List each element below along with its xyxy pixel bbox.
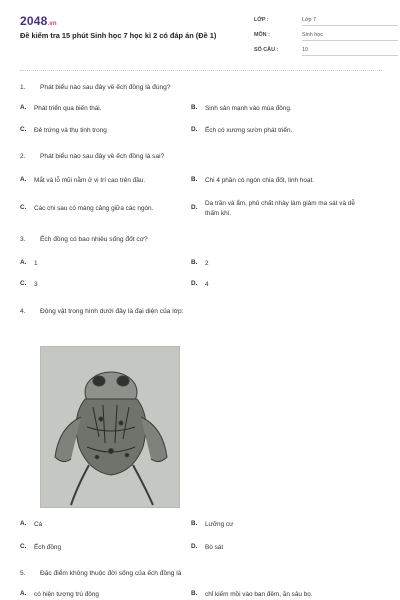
option-letter: A. bbox=[20, 520, 27, 527]
option-letter: B. bbox=[191, 520, 198, 527]
option-text: Lưỡng cư bbox=[205, 521, 234, 528]
frog-drawing bbox=[41, 347, 180, 508]
meta-label: LỚP : bbox=[254, 17, 269, 23]
question-text: Động vật trong hình dưới đây là đại diện của lớp: bbox=[40, 308, 184, 315]
option-letter: A. bbox=[20, 259, 27, 266]
page-title: Đề kiểm tra 15 phút Sinh học 7 học kì 2 có đáp án (Đề 1) bbox=[20, 31, 217, 40]
header-divider bbox=[20, 70, 382, 71]
meta-row-count bbox=[254, 44, 400, 59]
question-number: 3. bbox=[20, 236, 26, 243]
logo-main-text: 2048 bbox=[20, 14, 48, 28]
option-text: Các chi sau có màng căng giữa các ngón. bbox=[34, 205, 154, 212]
meta-row-subject bbox=[254, 29, 400, 44]
question-text: Đặc điểm không thuộc đời sống của ếch đồng là bbox=[40, 570, 182, 577]
meta-label: MÔN : bbox=[254, 32, 270, 38]
question-number: 4. bbox=[20, 308, 26, 315]
frog-illustration-icon bbox=[40, 346, 180, 508]
option-letter: C. bbox=[20, 280, 27, 287]
option-text: 4 bbox=[205, 281, 209, 288]
option-text: Ếch có xương sườn phát triển. bbox=[205, 127, 293, 134]
option-letter: B. bbox=[191, 590, 198, 597]
meta-value: Lớp 7 bbox=[302, 17, 398, 26]
option-text: 1 bbox=[34, 260, 38, 267]
option-text: Bò sát bbox=[205, 544, 224, 551]
option-text: Phát triển qua biến thái. bbox=[34, 105, 102, 112]
option-letter: B. bbox=[191, 104, 198, 111]
option-letter: C. bbox=[20, 543, 27, 550]
meta-label: SỐ CÂU : bbox=[254, 47, 279, 53]
option-letter: C. bbox=[20, 204, 27, 211]
option-text: chỉ kiếm mồi vào ban đêm, ăn sâu bọ. bbox=[205, 591, 313, 598]
meta-row-class bbox=[254, 14, 400, 29]
option-letter: B. bbox=[191, 176, 198, 183]
option-text: Chi 4 phần có ngón chia đốt, linh hoạt. bbox=[205, 177, 315, 184]
option-text: Da trần và ẩm, phủ chất nhày làm giảm ma sát và dễ thấm khí. bbox=[205, 200, 355, 217]
option-text: 3 bbox=[34, 281, 38, 288]
option-letter: C. bbox=[20, 126, 27, 133]
option-letter: D. bbox=[191, 280, 198, 287]
option-letter: D. bbox=[191, 126, 198, 133]
option-text: 2 bbox=[205, 260, 209, 267]
option-text: Ếch đồng bbox=[34, 544, 62, 551]
meta-info bbox=[254, 14, 400, 59]
site-logo[interactable] bbox=[20, 14, 57, 28]
question-number: 5. bbox=[20, 570, 26, 577]
meta-value: Sinh học bbox=[302, 32, 398, 41]
question-text: Ếch đồng có bao nhiêu sống đốt cơ? bbox=[40, 236, 148, 243]
logo-domain-text: .vn bbox=[47, 21, 57, 27]
option-text: Đẻ trứng và thụ tinh trong bbox=[34, 127, 107, 134]
option-text: có hiện tượng trú đông bbox=[34, 591, 99, 598]
option-letter: D. bbox=[191, 543, 198, 550]
option-letter: D. bbox=[191, 204, 198, 211]
option-letter: A. bbox=[20, 590, 27, 597]
option-text: Sinh sản mạnh vào mùa đông. bbox=[205, 105, 292, 112]
option-letter: A. bbox=[20, 104, 27, 111]
question-text: Phát biểu nào sau đây về ếch đồng là đúng? bbox=[40, 84, 171, 91]
option-letter: A. bbox=[20, 176, 27, 183]
question-number: 1. bbox=[20, 84, 26, 91]
question-number: 2. bbox=[20, 153, 26, 160]
page-header bbox=[20, 14, 382, 60]
option-letter: B. bbox=[191, 259, 198, 266]
question-text: Phát biểu nào sau đây về ếch đồng là sai? bbox=[40, 153, 165, 160]
option-text: Mắt và lỗ mũi nằm ở vị trí cao trên đầu. bbox=[34, 177, 146, 184]
option-text: Cá bbox=[34, 521, 43, 528]
meta-value: 10 bbox=[302, 47, 398, 56]
